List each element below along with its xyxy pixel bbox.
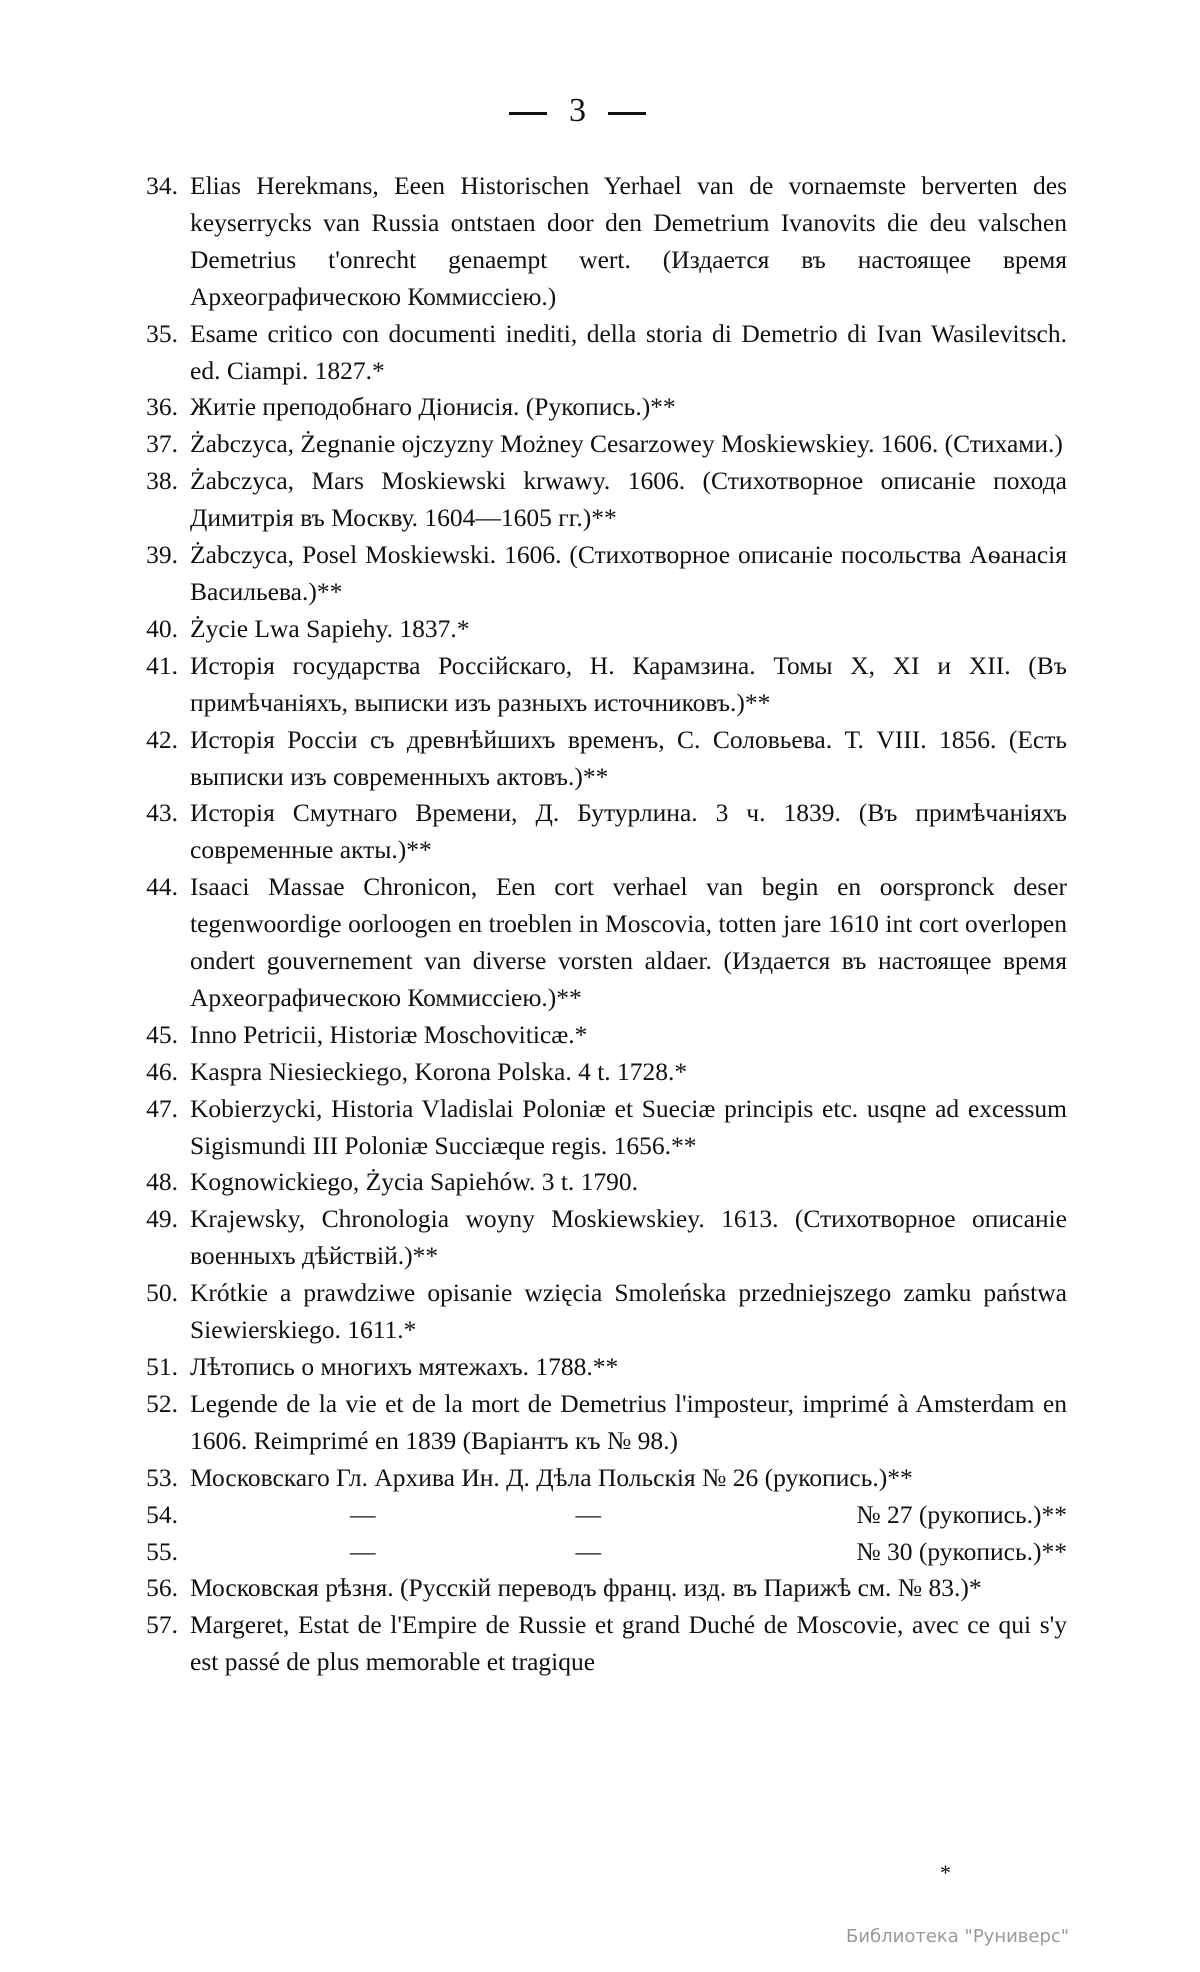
ditto-mark: — [575, 1536, 601, 1566]
list-item [130, 722, 1067, 796]
entry-number: 55. [146, 1536, 178, 1566]
entry-text: Житiе преподобнаго Дiонисiя. (Рукопись.)** [190, 392, 676, 422]
page-number-text: 3 [569, 92, 586, 129]
entry-text: Isaaci Massae Chronicon, Een cort verhael van begin en oorspronck deser tegenwoordige oorloogen en troeblen in Moscovia, totten jare 1610 int cort overlopen ondert gouvernement van diverse vorsten aldaer. (Издается въ настоящее время Археографическою Коммиссiею.)** [190, 872, 1067, 1012]
entry-number: 38. [146, 466, 178, 496]
entry-number: 51. [146, 1352, 178, 1381]
entry-number: 50. [146, 1278, 178, 1308]
entry-number: 42. [146, 724, 178, 754]
entry-number: 54. [146, 1499, 178, 1529]
entry-text: Kobierzycki, Historia Vladislai Poloniæ et Sueciæ principis etc. usqne ad excessum Sigismundi III Poloniæ Succiæque regis. 1656.** [190, 1093, 1067, 1160]
list-item [130, 1534, 1067, 1571]
list-item [130, 1201, 1067, 1275]
ditto-mark: — [350, 1499, 376, 1529]
entry-text: Margeret, Estat de l'Empire de Russie et grand Duché de Moscovie, avec ce qui s'y est passé de plus memorable et tragique [190, 1610, 1067, 1677]
list-item [130, 869, 1067, 1017]
entry-text: Elias Herekmans, Eeen Historischen Yerhael van de vornaemste berverten des keyserrycks van Russia ontstaen door den Demetrium Ivanovits die deu valschen Demetrius t'onrecht genaempt wert. (Издается въ настоящее время Археографическою Коммиссiею.) [190, 171, 1067, 311]
list-item [130, 1275, 1067, 1349]
entry-text: Московская рѣзня. (Русскiй переводъ франц. изд. въ Парижѣ см. № 83.)* [190, 1573, 982, 1603]
entry-number: 47. [146, 1093, 178, 1123]
footer-asterisk: * [940, 1860, 951, 1885]
entry-text: Żabczyca, Mars Moskiewski krwawy. 1606. (Стихотворное описанiе похода Димитрiя въ Москву. 1604—1605 гг.)** [190, 466, 1067, 533]
list-item [130, 1570, 1067, 1607]
entry-text: Życie Lwa Sapiehy. 1837.* [190, 613, 470, 643]
list-item [130, 1017, 1067, 1054]
list-item [130, 426, 1067, 463]
entry-text: Московскаго Гл. Архива Ин. Д. Дѣла Польскiя № 26 (рукопись.)** [190, 1462, 913, 1492]
entry-text: Esame critico con documenti inediti, della storia di Demetrio di Ivan Wasilevitsch. ed. Ciampi. 1827.* [190, 318, 1067, 385]
ditto-mark: — [350, 1536, 376, 1566]
entry-number: 35. [146, 318, 178, 348]
entry-number: 34. [146, 171, 178, 200]
entry-number: 36. [146, 392, 178, 422]
list-item [130, 1054, 1067, 1091]
list-item [130, 1497, 1067, 1534]
entry-text: Żabczyca, Żegnanie ojczyzny Możney Cesarzowey Moskiewskiey. 1606. (Стихами.) [190, 429, 1063, 459]
entry-number: 39. [146, 540, 178, 570]
entry-number: 44. [146, 872, 178, 902]
list-item [130, 463, 1067, 537]
entry-number: 41. [146, 650, 178, 680]
ditto-row [190, 1497, 1067, 1534]
list-item [130, 168, 1067, 316]
bibliography-list [130, 168, 1067, 1681]
entry-text: Legende de la vie et de la mort de Demetrius l'imposteur, imprimé à Amsterdam en 1606. Reimprimé en 1839 (Варiантъ къ № 98.) [190, 1388, 1067, 1455]
entry-number: 46. [146, 1056, 178, 1086]
entry-number: 53. [146, 1462, 178, 1492]
entry-number: 43. [146, 798, 178, 828]
entry-number: 57. [146, 1610, 178, 1640]
watermark: Библиотека "Руниверс" [846, 1926, 1070, 1947]
entry-number: 40. [146, 613, 178, 643]
entry-number: 49. [146, 1204, 178, 1234]
list-item [130, 389, 1067, 426]
entry-text: Лѣтопись о многихъ мятежахъ. 1788.** [190, 1352, 619, 1381]
list-item [130, 1091, 1067, 1165]
entry-text: Исторiя Смутнаго Времени, Д. Бутурлина. 3 ч. 1839. (Въ примѣчанiяхъ современные акты.)** [190, 798, 1067, 865]
list-item [130, 1164, 1067, 1201]
list-item [130, 795, 1067, 869]
entry-text: № 27 (рукопись.)** [856, 1499, 1067, 1529]
list-item [130, 1349, 1067, 1386]
list-item [130, 611, 1067, 648]
entry-text: Żabczyca, Posel Moskiewski. 1606. (Стихотворное описанiе посольства Аѳанасiя Васильева.)** [190, 540, 1067, 606]
dash-decoration [509, 112, 547, 115]
entry-number: 37. [146, 429, 178, 459]
entry-text: Kaspra Niesieckiego, Korona Polska. 4 t. 1728.* [190, 1056, 688, 1086]
list-item [130, 537, 1067, 611]
entry-number: 52. [146, 1388, 178, 1418]
entry-number: 56. [146, 1573, 178, 1603]
ditto-mark: — [575, 1499, 601, 1529]
entry-number: 48. [146, 1167, 178, 1197]
list-item [130, 648, 1067, 722]
entry-text: Исторiя государства Россiйскаго, Н. Карамзина. Томы X, XI и XII. (Въ примѣчанiяхъ, выписки изъ разныхъ источниковъ.)** [190, 650, 1067, 717]
list-item [130, 1607, 1067, 1681]
entry-text: Krótkie a prawdziwe opisanie wzięcia Smoleńska przedniejszego zamku państwa Siewierskiego. 1611.* [190, 1278, 1067, 1345]
entry-text: Krajewsky, Chronologia woyny Moskiewskiey. 1613. (Стихотворное описанiе военныхъ дѣйствiй.)** [190, 1204, 1067, 1271]
list-item [130, 1460, 1067, 1497]
page-number [0, 92, 1155, 130]
entry-text: Исторiя Россiи съ древнѣйшихъ временъ, С. Соловьева. Т. VIII. 1856. (Есть выписки изъ современныхъ актовъ.)** [190, 724, 1067, 791]
list-item [130, 1386, 1067, 1460]
list-item [130, 316, 1067, 390]
entry-text: № 30 (рукопись.)** [856, 1536, 1067, 1566]
entry-text: Kognowickiego, Życia Sapiehów. 3 t. 1790. [190, 1167, 639, 1197]
entry-number: 45. [146, 1019, 178, 1049]
ditto-row [190, 1534, 1067, 1571]
dash-decoration [608, 112, 646, 115]
entry-text: Inno Petricii, Historiæ Moschoviticæ.* [190, 1019, 588, 1049]
